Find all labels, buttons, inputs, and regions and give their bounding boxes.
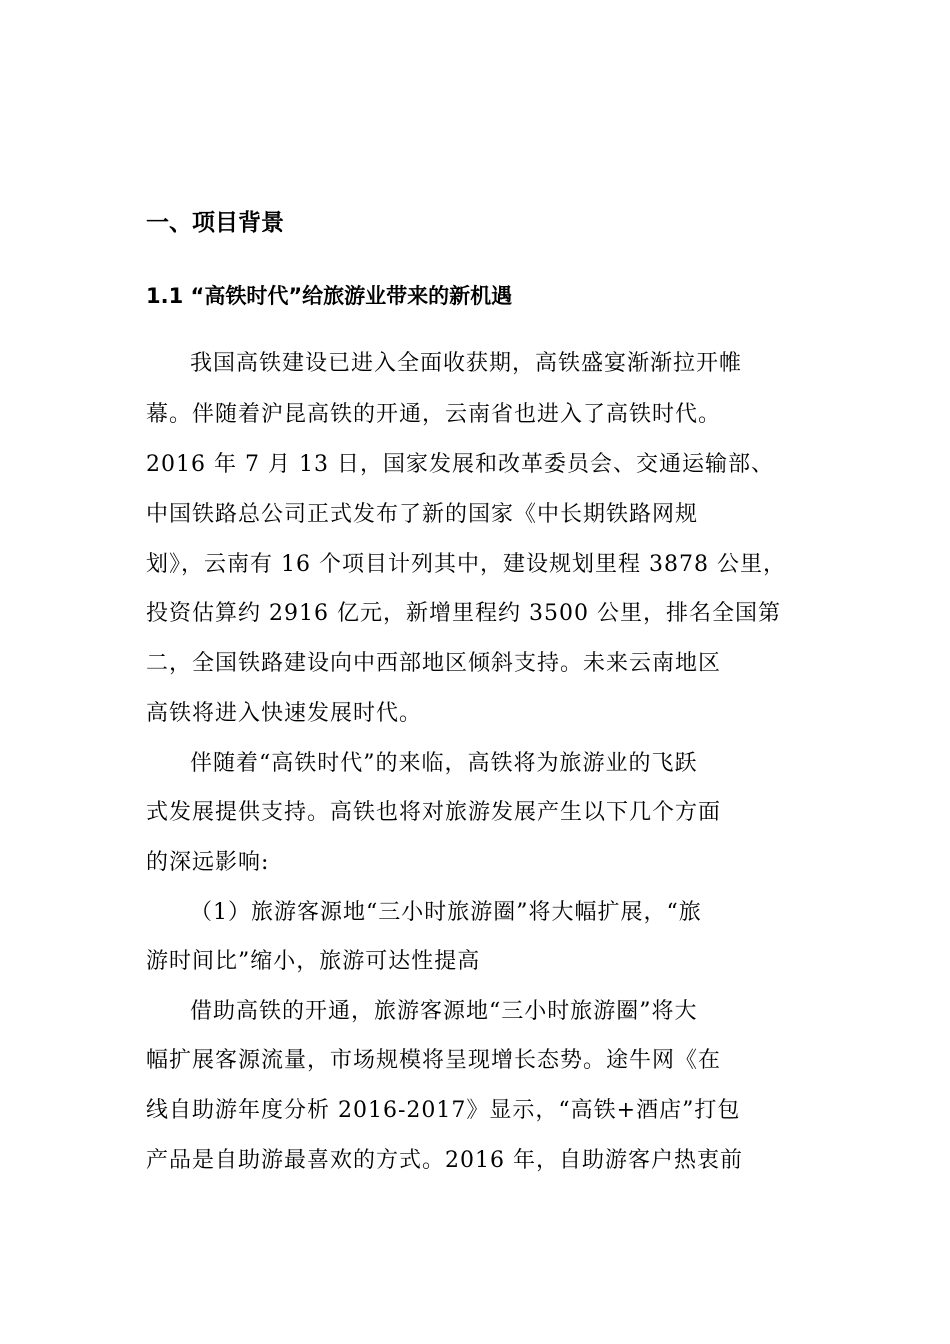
text-line: 二，全国铁路建设向中西部地区倾斜支持。未来云南地区 — [146, 651, 722, 676]
section-heading: 一、项目背景 — [146, 210, 284, 236]
text-line: 划》，云南有 16 个项目计列其中，建设规划里程 3878 公里， — [146, 552, 786, 577]
text-line: 游时间比”缩小，旅游可达性提高 — [146, 949, 481, 974]
text-line: 借助高铁的开通，旅游客源地“三小时旅游圈”将大 — [190, 999, 698, 1024]
text-line: 式发展提供支持。高铁也将对旅游发展产生以下几个方面 — [146, 800, 722, 825]
subsection-heading: 1.1 “高铁时代”给旅游业带来的新机遇 — [146, 284, 513, 308]
text-line: 线自助游年度分析 2016-2017》显示，“高铁+酒店”打包 — [146, 1098, 741, 1123]
text-line: 伴随着“高铁时代”的来临，高铁将为旅游业的飞跃 — [190, 751, 698, 776]
text-line: 幅扩展客源流量，市场规模将呈现增长态势。途牛网《在 — [146, 1048, 722, 1073]
text-line: 高铁将进入快速发展时代。 — [146, 701, 423, 726]
text-line: 我国高铁建设已进入全面收获期，高铁盛宴渐渐拉开帷 — [190, 351, 743, 376]
text-line: 的深远影响: — [146, 850, 270, 875]
text-line: 幕。伴随着沪昆高铁的开通，云南省也进入了高铁时代。 — [146, 402, 722, 427]
text-line: 产品是自助游最喜欢的方式。2016 年，自助游客户热衷前 — [146, 1148, 743, 1173]
text-line: （1）旅游客源地“三小时旅游圈”将大幅扩展，“旅 — [190, 900, 702, 925]
text-line: 2016 年 7 月 13 日，国家发展和改革委员会、交通运输部、 — [146, 452, 774, 477]
text-line: 中国铁路总公司正式发布了新的国家《中长期铁路网规 — [146, 502, 699, 527]
text-line: 投资估算约 2916 亿元，新增里程约 3500 公里，排名全国第 — [146, 601, 781, 626]
